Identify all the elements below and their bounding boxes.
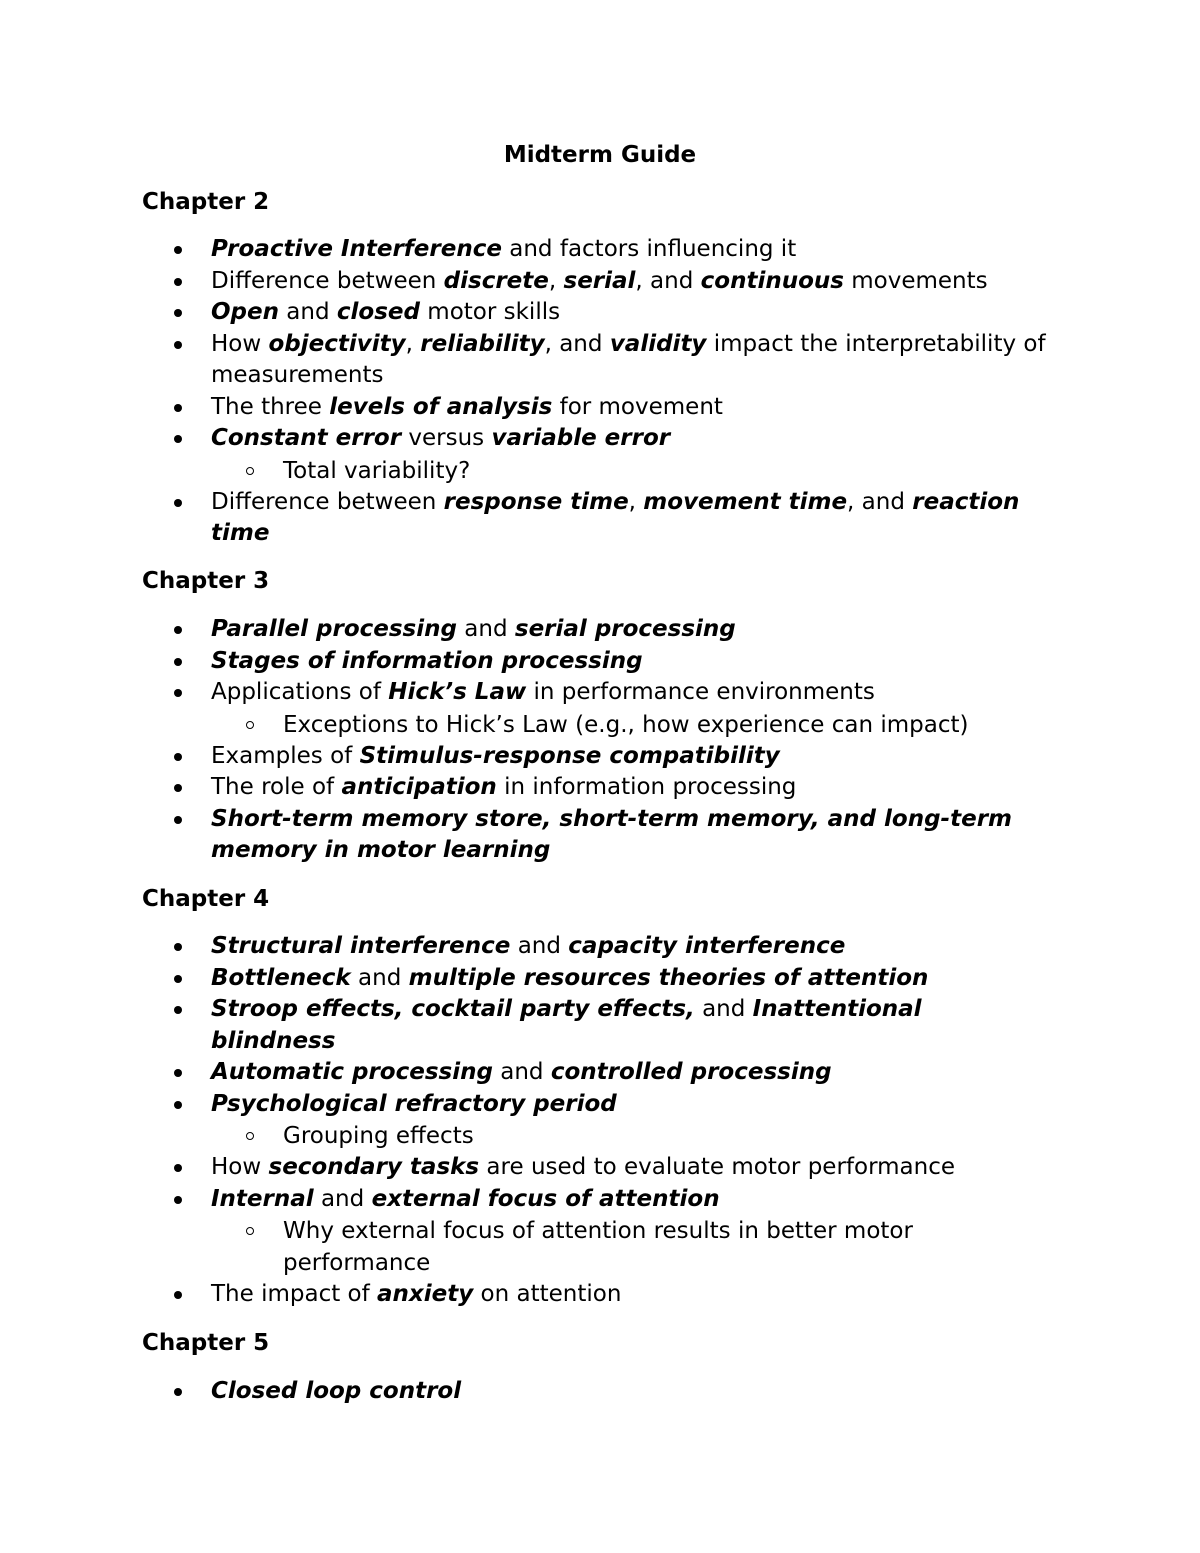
emphasized-term: reliability	[420, 330, 545, 357]
chapter-heading: Chapter 3	[142, 568, 270, 594]
item-text: Applications of	[211, 679, 389, 705]
emphasized-term: Closed loop control	[211, 1378, 462, 1404]
bullet-icon	[174, 1164, 182, 1172]
item-text: ,	[405, 330, 421, 357]
list-item	[0, 1152, 1200, 1184]
hollow-bullet-icon	[246, 1132, 254, 1140]
item-text: The impact of	[211, 1281, 378, 1307]
list-item	[0, 266, 1200, 298]
item-text: and	[456, 616, 515, 642]
bullet-icon	[174, 753, 182, 761]
bullet-icon	[174, 784, 182, 792]
item-text: versus	[401, 425, 492, 451]
chapter-list	[0, 931, 1200, 1311]
emphasized-term: anxiety	[377, 1281, 474, 1307]
hollow-bullet-icon	[246, 467, 254, 475]
item-text: and	[694, 996, 753, 1022]
chapter-heading: Chapter 4	[142, 886, 270, 912]
emphasized-term: Hick’s Law	[388, 679, 527, 705]
item-text: Examples of	[211, 742, 360, 769]
sub-list-item	[0, 1120, 973, 1152]
sub-list-item	[0, 1215, 973, 1279]
emphasized-term: discrete	[443, 267, 549, 294]
bullet-icon	[174, 1006, 182, 1014]
emphasized-term: Automatic processing	[211, 1059, 493, 1085]
emphasized-term: anticipation	[341, 774, 497, 800]
hollow-bullet-icon	[246, 721, 254, 729]
item-text: The three	[211, 393, 330, 420]
bullet-icon	[174, 435, 182, 443]
list-item	[0, 741, 1200, 773]
list-item	[0, 423, 1200, 487]
list-item	[0, 1089, 1200, 1153]
emphasized-term: Bottleneck	[211, 964, 351, 991]
bullet-icon	[174, 816, 182, 824]
bullet-icon	[174, 658, 182, 666]
emphasized-term: serial	[563, 267, 636, 294]
bullet-icon	[174, 1196, 182, 1204]
emphasized-term: controlled processing	[550, 1059, 832, 1085]
emphasized-term: reaction time	[211, 488, 1020, 546]
item-text: motor skills	[419, 299, 561, 325]
item-text: ,	[628, 488, 644, 515]
item-text: The role of	[211, 774, 342, 800]
emphasized-term: Stages of information processing	[211, 647, 643, 674]
bullet-icon	[174, 499, 182, 507]
bullet-icon	[174, 246, 182, 254]
emphasized-term: response time	[443, 488, 629, 515]
item-text: Grouping effects	[283, 1123, 474, 1149]
item-text: impact the interpretability of measurements	[211, 330, 1046, 388]
emphasized-term: movement time	[643, 488, 848, 515]
emphasized-term: Inattentional blindness	[211, 996, 922, 1054]
item-text: Exceptions to Hick’s Law (e.g., how experience can impact)	[283, 711, 969, 738]
list-item	[0, 646, 1200, 678]
list-item	[0, 487, 1200, 550]
emphasized-term: objectivity	[268, 330, 406, 357]
item-text: and	[510, 933, 569, 959]
emphasized-term: Stroop effects, cocktail party effects,	[211, 996, 695, 1022]
emphasized-term: levels of analysis	[329, 393, 553, 420]
emphasized-term: Stimulus-response compatibility	[359, 742, 780, 769]
item-text: Total variability?	[283, 457, 471, 484]
item-text: and factors influencing it	[501, 236, 797, 262]
item-text: in performance environments	[526, 679, 875, 705]
emphasized-term: Internal	[211, 1185, 314, 1212]
item-text: How	[211, 330, 269, 357]
item-text: Difference between	[211, 267, 444, 294]
bullet-icon	[174, 975, 182, 983]
item-text: , and	[635, 267, 701, 294]
bullet-icon	[174, 626, 182, 634]
emphasized-term: Psychological refractory period	[211, 1090, 617, 1117]
item-text: and	[492, 1059, 551, 1085]
list-item	[0, 677, 1200, 741]
item-text: movements	[843, 267, 988, 294]
item-text: and	[350, 964, 409, 991]
sub-list-item	[0, 455, 973, 487]
chapter-heading: Chapter 2	[142, 189, 270, 215]
list-item	[0, 1184, 1200, 1280]
bullet-icon	[174, 689, 182, 697]
list-item	[0, 234, 1200, 266]
list-item	[0, 804, 1200, 867]
list-item	[0, 1279, 1200, 1311]
item-text: for movement	[552, 393, 723, 420]
chapter-list	[0, 1376, 1200, 1408]
list-item	[0, 614, 1200, 646]
list-item	[0, 329, 1200, 392]
emphasized-term: Structural interference	[211, 933, 511, 959]
chapter-list	[0, 234, 1200, 550]
item-text: are used to evaluate motor performance	[479, 1154, 955, 1180]
bullet-icon	[174, 309, 182, 317]
hollow-bullet-icon	[246, 1227, 254, 1235]
document-title: Midterm Guide	[503, 142, 697, 168]
emphasized-term: validity	[609, 330, 707, 357]
item-text: , and	[847, 488, 913, 515]
chapter-heading: Chapter 5	[142, 1330, 270, 1356]
emphasized-term: continuous	[700, 267, 844, 294]
item-text: ,	[548, 267, 564, 294]
bullet-icon	[174, 1101, 182, 1109]
emphasized-term: Short-term memory store, short-term memory, and long-term memory in motor learning	[211, 805, 1013, 863]
list-item	[0, 1057, 1200, 1089]
item-text: on attention	[473, 1281, 622, 1307]
item-text: , and	[544, 330, 610, 357]
item-text: in information processing	[496, 774, 797, 800]
list-item	[0, 994, 1200, 1057]
bullet-icon	[174, 1388, 182, 1396]
bullet-icon	[174, 943, 182, 951]
emphasized-term: Proactive Interference	[211, 236, 502, 262]
list-item	[0, 392, 1200, 424]
emphasized-term: serial processing	[514, 616, 736, 642]
emphasized-term: external focus of attention	[371, 1185, 720, 1212]
item-text: How	[211, 1154, 269, 1180]
list-item	[0, 772, 1200, 804]
emphasized-term: Constant error	[211, 425, 402, 451]
bullet-icon	[174, 1069, 182, 1077]
item-text: Why external focus of attention results in better motor performance	[283, 1218, 913, 1276]
item-text: and	[279, 299, 337, 325]
emphasized-term: variable error	[491, 425, 671, 451]
list-item	[0, 963, 1200, 995]
item-text: Difference between	[211, 488, 444, 515]
bullet-icon	[174, 341, 182, 349]
chapter-list	[0, 614, 1200, 867]
bullet-icon	[174, 404, 182, 412]
list-item	[0, 931, 1200, 963]
bullet-icon	[174, 278, 182, 286]
emphasized-term: capacity interference	[568, 933, 846, 959]
emphasized-term: Parallel processing	[211, 616, 457, 642]
bullet-icon	[174, 1291, 182, 1299]
emphasized-term: secondary tasks	[268, 1154, 480, 1180]
item-text: and	[313, 1185, 372, 1212]
list-item	[0, 297, 1200, 329]
emphasized-term: Open	[211, 299, 279, 325]
list-item	[0, 1376, 1200, 1408]
emphasized-term: closed	[336, 299, 420, 325]
sub-list-item	[0, 709, 973, 741]
emphasized-term: multiple resources theories of attention	[408, 964, 929, 991]
